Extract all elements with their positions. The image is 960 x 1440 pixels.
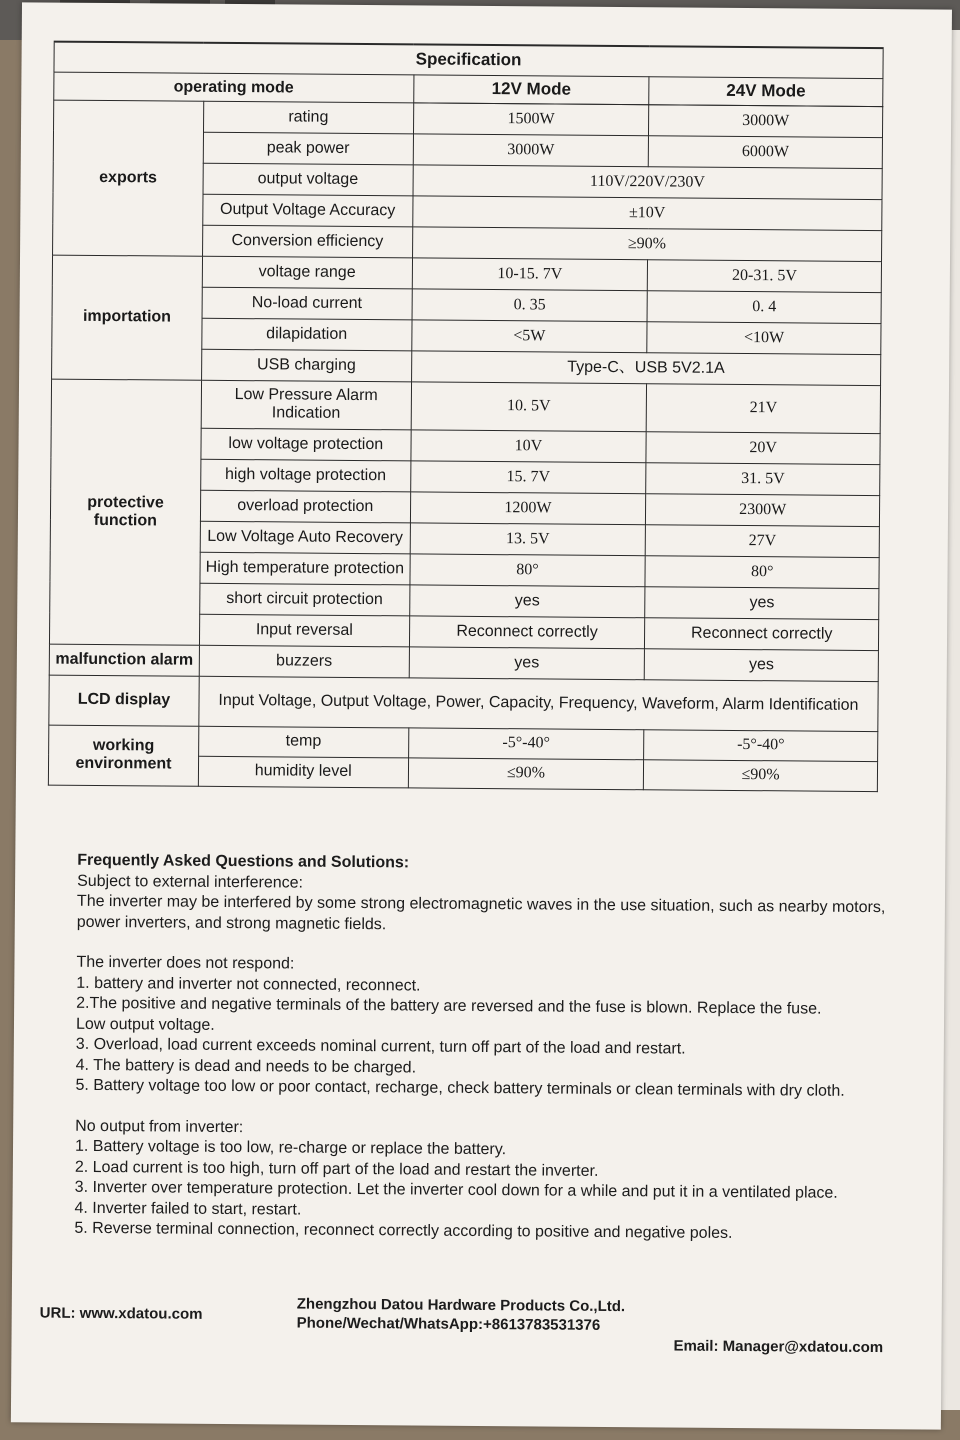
list-item: 5. Battery voltage too low or poor contact, recharge, check battery terminals or clean terminals with dry cloth. <box>75 1076 845 1100</box>
row-label: Output Voltage Accuracy <box>203 194 413 227</box>
row-label: High temperature protection <box>200 552 410 585</box>
row-label: buzzers <box>199 645 409 678</box>
value-24v: 3000W <box>649 104 883 137</box>
category-lcd: LCD display <box>49 675 199 726</box>
faq-heading: Frequently Asked Questions and Solutions: <box>77 851 410 872</box>
value-12v: ≤90% <box>408 757 644 789</box>
company-phone: Phone/Wechat/WhatsApp:+8613783531376 <box>296 1314 601 1334</box>
row-label: voltage range <box>202 256 412 289</box>
list-item: 1. battery and inverter not connected, reconnect. <box>76 974 421 995</box>
value-24v: 0. 4 <box>647 290 881 323</box>
value-12v: 3000W <box>413 133 649 166</box>
list-item: 2.The positive and negative terminals of the battery are reversed and the fuse is blown. Replace the fuse. <box>76 994 822 1018</box>
row-label: output voltage <box>203 163 413 196</box>
row-label: No-load current <box>202 287 412 320</box>
operating-mode-label: operating mode <box>54 72 414 103</box>
faq-section <box>74 851 897 1246</box>
value-24v: Reconnect correctly <box>645 617 879 650</box>
row-label: Conversion efficiency <box>202 225 412 258</box>
row-label: high voltage protection <box>201 459 411 492</box>
list-item: 3. Inverter over temperature protection. Let the inverter cool down for a while and put it in a ventilated place. <box>74 1178 838 1202</box>
spec-table <box>48 41 884 792</box>
value-both: ≥90% <box>412 226 882 261</box>
value-12v: 1200W <box>410 491 646 524</box>
value-24v: 2300W <box>646 493 880 526</box>
value-12v: yes <box>409 646 645 679</box>
value-24v: 20-31. 5V <box>648 259 882 292</box>
row-label: dilapidation <box>202 318 412 351</box>
value-12v: 10V <box>411 429 647 462</box>
value-12v: Reconnect correctly <box>409 615 645 648</box>
row-label: short circuit protection <box>200 583 410 616</box>
row-label: overload protection <box>200 490 410 523</box>
table-title: Specification <box>54 42 883 79</box>
value-12v: 10-15. 7V <box>412 257 648 290</box>
value-24v: 6000W <box>649 135 883 168</box>
row-label: temp <box>198 726 408 758</box>
value-24v: 27V <box>645 524 879 557</box>
value-both: ±10V <box>412 195 882 230</box>
category-malfunction: malfunction alarm <box>49 644 199 676</box>
list-item: 4. The battery is dead and needs to be charged. <box>75 1056 417 1076</box>
row-label: low voltage protection <box>201 428 411 461</box>
spec-sheet <box>11 2 952 1429</box>
row-label: Low Pressure Alarm Indication <box>201 380 411 430</box>
value-24v: 21V <box>646 383 880 433</box>
value-both: Type-C、USB 5V2.1A <box>411 350 881 385</box>
value-24v: 80° <box>645 555 879 588</box>
list-item: 4. Inverter failed to start, restart. <box>74 1199 302 1219</box>
value-12v: 80° <box>410 553 646 586</box>
row-label: peak power <box>203 132 413 165</box>
value-12v: 1500W <box>413 102 649 135</box>
value-12v: <5W <box>411 319 647 352</box>
faq-paragraph: The inverter may be interfered by some strong electromagnetic waves in the use situation, such as nearby motors, power inverters, and strong magnetic fields. <box>76 892 886 933</box>
col-header-12v: 12V Mode <box>413 74 649 104</box>
category-exports: exports <box>53 100 204 256</box>
category-working: working environment <box>48 725 198 786</box>
row-label: Input reversal <box>199 614 409 647</box>
value-12v: yes <box>409 584 645 617</box>
list-item: Low output voltage. <box>75 1015 215 1034</box>
category-protective: protective function <box>49 379 201 645</box>
faq-section-title: Subject to external interference: <box>77 872 304 892</box>
value-both: 110V/220V/230V <box>413 164 883 199</box>
footer <box>12 1292 942 1357</box>
value-12v: 0. 35 <box>412 288 648 321</box>
col-header-24v: 24V Mode <box>649 76 883 106</box>
category-importation: importation <box>52 255 203 380</box>
row-label: Low Voltage Auto Recovery <box>200 521 410 554</box>
value-24v: -5°-40° <box>644 729 878 761</box>
footer-email: Email: Manager@xdatou.com <box>673 1337 884 1357</box>
lcd-description: Input Voltage, Output Voltage, Power, Capacity, Frequency, Waveform, Alarm Identification <box>199 676 878 731</box>
company-name: Zhengzhou Datou Hardware Products Co.,Ltd. <box>296 1295 626 1316</box>
row-label: humidity level <box>198 756 408 788</box>
value-12v: -5°-40° <box>408 727 644 759</box>
list-item: 2. Load current is too high, turn off part of the load and restart the inverter. <box>74 1158 599 1180</box>
value-24v: ≤90% <box>644 759 878 791</box>
value-24v: <10W <box>647 321 881 354</box>
value-24v: 20V <box>646 431 880 464</box>
value-12v: 13. 5V <box>410 522 646 555</box>
footer-company <box>297 1295 626 1336</box>
value-12v: 10. 5V <box>411 381 647 431</box>
footer-url: URL: www.xdatou.com <box>39 1304 203 1323</box>
list-item: 5. Reverse terminal connection, reconnect correctly according to positive and negative poles. <box>74 1219 733 1242</box>
row-label: USB charging <box>201 349 411 382</box>
list-item: 3. Overload, load current exceeds nominal current, turn off part of the load and restart. <box>75 1035 686 1058</box>
value-24v: 31. 5V <box>646 462 880 495</box>
row-label: rating <box>203 101 413 134</box>
list-item: 1. Battery voltage is too low, re-charge or replace the battery. <box>74 1137 507 1159</box>
faq-section-title: No output from inverter: <box>75 1117 244 1136</box>
value-24v: yes <box>645 648 879 681</box>
faq-section-title: The inverter does not respond: <box>76 953 295 973</box>
value-24v: yes <box>645 586 879 619</box>
value-12v: 15. 7V <box>410 460 646 493</box>
